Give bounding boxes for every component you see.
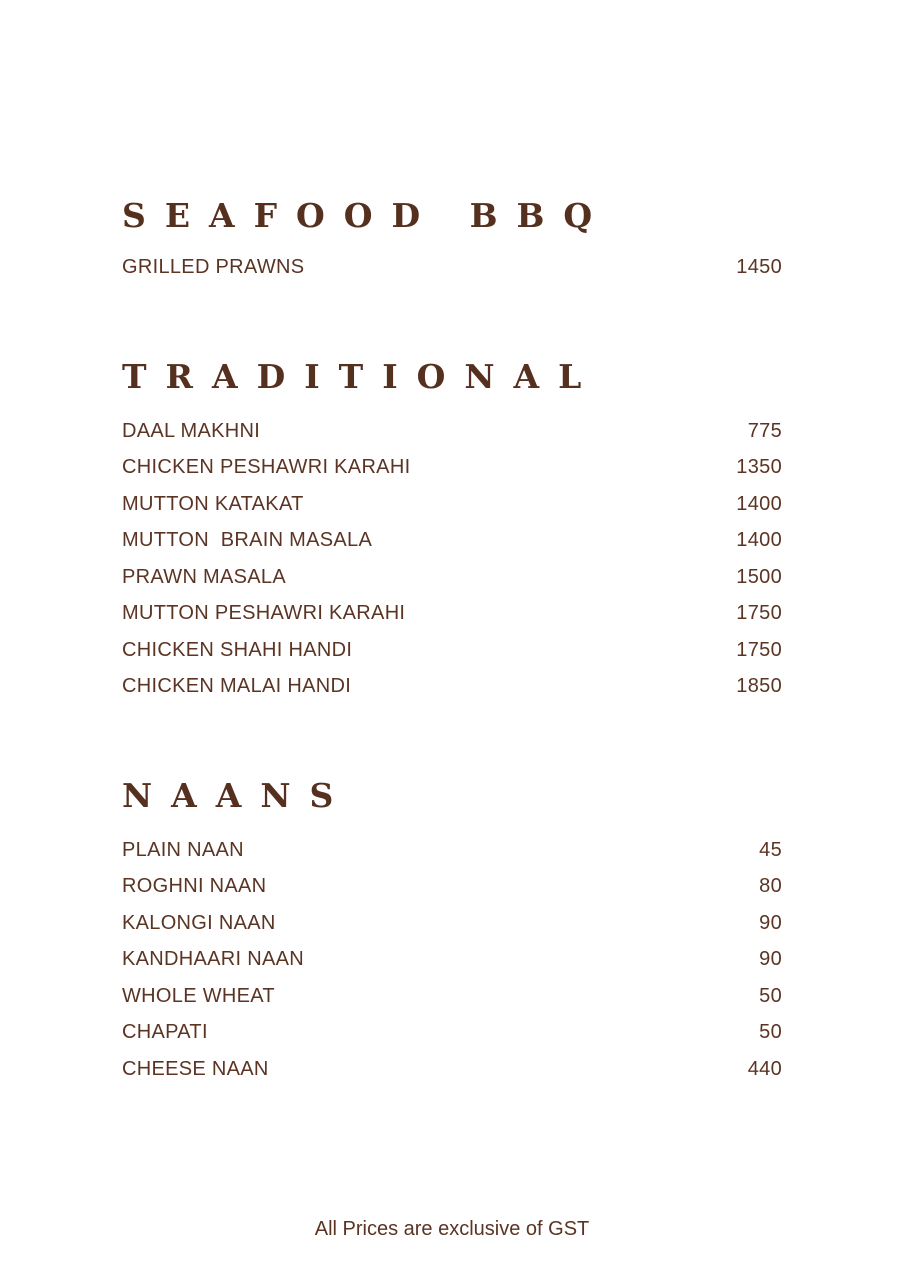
menu-item bbox=[122, 249, 782, 286]
menu-item-price: 50 bbox=[759, 984, 782, 1007]
menu-item-name: CHICKEN SHAHI HANDI bbox=[122, 638, 353, 661]
menu-item bbox=[122, 523, 782, 560]
menu-item-price: 45 bbox=[759, 838, 782, 861]
gst-note: All Prices are exclusive of GST bbox=[314, 1218, 590, 1240]
section-seafood-bbq bbox=[122, 196, 782, 286]
menu-item-price: 90 bbox=[759, 948, 782, 971]
menu-item-price: 1500 bbox=[736, 565, 782, 588]
section-title: SEAFOOD BBQ bbox=[122, 196, 612, 235]
menu-item bbox=[122, 559, 782, 596]
menu-item-name: ROGHNI NAAN bbox=[122, 875, 267, 898]
menu-item-price: 1450 bbox=[736, 255, 782, 278]
menu-item-price: 90 bbox=[759, 911, 782, 934]
menu-item-list bbox=[122, 832, 782, 1088]
menu-item bbox=[122, 1051, 782, 1088]
menu-item bbox=[122, 1015, 782, 1052]
menu-item-price: 1350 bbox=[736, 456, 782, 479]
menu-item-name: KANDHAARI NAAN bbox=[122, 948, 305, 971]
menu-item-name: MUTTON PESHAWRI KARAHI bbox=[122, 602, 406, 625]
menu-item-list bbox=[122, 413, 782, 705]
menu-item-name: CHAPATI bbox=[122, 1021, 208, 1044]
menu-item-name: WHOLE WHEAT bbox=[122, 984, 275, 1007]
menu-item bbox=[122, 450, 782, 487]
menu-item-name: GRILLED PRAWNS bbox=[122, 255, 305, 278]
section-title: NAANS bbox=[122, 776, 353, 815]
menu-item bbox=[122, 596, 782, 633]
menu-item-name: CHICKEN PESHAWRI KARAHI bbox=[122, 456, 411, 479]
menu-item-list bbox=[122, 249, 782, 286]
menu-item bbox=[122, 413, 782, 450]
menu-item-name: PLAIN NAAN bbox=[122, 838, 244, 861]
menu-item-name: PRAWN MASALA bbox=[122, 565, 287, 588]
menu-item-name: CHICKEN MALAI HANDI bbox=[122, 675, 352, 698]
menu-item-name: MUTTON BRAIN MASALA bbox=[122, 529, 373, 552]
menu-item bbox=[122, 486, 782, 523]
menu-item-price: 1750 bbox=[736, 602, 782, 625]
menu-item-name: DAAL MAKHNI bbox=[122, 419, 261, 442]
menu-item-price: 1400 bbox=[736, 492, 782, 515]
menu-item bbox=[122, 632, 782, 669]
menu-item-name: MUTTON KATAKAT bbox=[122, 492, 304, 515]
menu-item-price: 440 bbox=[747, 1057, 782, 1080]
menu-item bbox=[122, 978, 782, 1015]
menu-item-price: 80 bbox=[759, 875, 782, 898]
menu-item-price: 50 bbox=[759, 1021, 782, 1044]
menu-item-price: 1400 bbox=[736, 529, 782, 552]
menu-item-name: KALONGI NAAN bbox=[122, 911, 276, 934]
menu-item-price: 775 bbox=[747, 419, 782, 442]
menu-item-price: 1850 bbox=[736, 675, 782, 698]
menu-item bbox=[122, 832, 782, 869]
section-traditional bbox=[122, 357, 782, 705]
menu-item bbox=[122, 869, 782, 906]
menu-item bbox=[122, 942, 782, 979]
section-naans bbox=[122, 776, 782, 1088]
menu-item-price: 1750 bbox=[736, 638, 782, 661]
menu-item bbox=[122, 905, 782, 942]
section-title: TRADITIONAL bbox=[122, 357, 601, 396]
menu-item bbox=[122, 669, 782, 706]
menu-item-name: CHEESE NAAN bbox=[122, 1057, 269, 1080]
